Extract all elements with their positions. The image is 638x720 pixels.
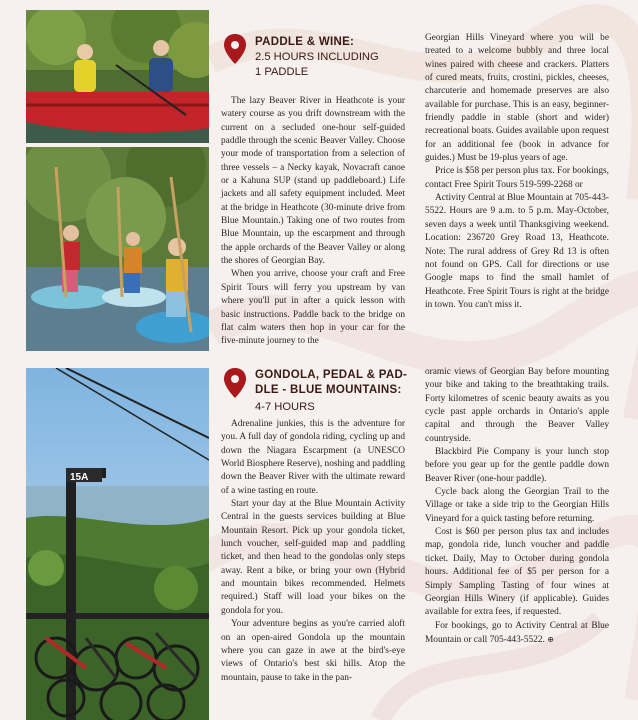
section1-paragraph: Georgian Hills Vineyard where you will be treated to a welcome bubbly and three local wines paired with cheese and crackers. Platters of cured meats, fruits, crostini, pickles, cheeses, charcuterie and homemade preserves are also available for purchase. This is an easy, beginner-friendly paddle in stable (short and wider) recreational boats. Guides available upon request for an additional fee (book in advance for guides.) Must be 19-plus years of age. [425, 33, 609, 164]
section2-paragraph: Your adventure begins as you're carried aloft on an open-aired Gondola up the mountain where you can gaze in awe at the bird's-eye views of Ontario's best ski hills. Atop the mountain, pause to take in the pan- [221, 619, 405, 683]
section1-heading [255, 35, 415, 80]
section1-title: PADDLE & WINE: [255, 36, 355, 48]
section2-paragraph: Adrenaline junkies, this is the adventure for you. A full day of gondola riding, cycling up and down the Niagara Escarpment (a UNESCO World Biosphere Reserve), noshing and paddling down the Beaver River with the ultimate reward of a wine tasting en route. [221, 419, 406, 496]
section2-title-line2: DLE - BLUE MOUNTAINS: [255, 384, 402, 396]
location-pin-icon [224, 368, 246, 398]
section2-heading [255, 368, 420, 415]
section2-paragraph: Start your day at the Blue Mountain Activity Central in the guests services building at Blue Mountain Resort. Pick up your gondola ticket, lunch voucher, self-guided map and paddling ticket, and then head to the gondolas only steps away. Rent a bike, or bring your own (Hybrid and mountain bikes recommended. Helmets required.) Staff will load your bikes on the gondola for you. [221, 499, 405, 616]
section1-paragraph: The lazy Beaver River in Heathcote is your watery course as you drift downstream with the current on a secluded one-hour self-guided paddle through the scenic Beaver Valley. Choose your mode of transportation from a selection of three vessels – a Necky kayak, Novacraft canoe or a Kahuna SUP (stand up paddleboard.) Life jackets and all safety equipment included. Meet at the bridge in Heathcote (30-minute drive from Blue Mountain.) Taking one of two routes from Blue Mountain, up the escarpment and through the apple orchards of the Beaver Valley or along the shores of Georgian Bay. [221, 96, 405, 267]
end-mark-icon: ⊕ [547, 634, 554, 644]
section2-subtitle: 4-7 HOURS [255, 401, 315, 413]
location-pin-icon [224, 34, 246, 64]
kayak-photo [26, 10, 209, 143]
section2-right-column [425, 366, 609, 647]
section2-paragraph-last [425, 620, 609, 648]
section2-paragraph: Cycle back along the Georgian Trail to the Village or take a side trip to the Georgian Hills Vineyard for a quick tasting before returning. [425, 487, 609, 524]
section1-paragraph: When you arrive, choose your craft and Free Spirit Tours will ferry you upstream by van where you'll put in after a quick lesson with basic instructions. Paddle back to the bridge on flat calm waters then hop in your car for the five-minute journey to the [221, 269, 405, 347]
section1-subtitle-line1: 2.5 HOURS INCLUDING [255, 51, 379, 63]
paddleboard-photo [26, 147, 209, 351]
section2-paragraph: oramic views of Georgian Bay before mounting your bike and taking to the breathtaking trails. Forty kilometres of scenic beauty awaits as you cycle past apple orchards in Ontario's apple capital and through the Beaver Valley countryside. [425, 367, 609, 444]
gondola-sign: 15A [70, 472, 89, 483]
section1-right-column [425, 32, 609, 312]
section1-paragraph: Price is $58 per person plus tax. For bookings, contact Free Spirit Tours 519-599-2268 or [425, 166, 609, 190]
section1-left-column [221, 95, 405, 349]
section2-paragraph: Blackbird Pie Company is your lunch stop before you gear up for the gentle paddle down Beaver River (one-hour paddle). [425, 447, 609, 484]
gondola-photo [26, 368, 209, 720]
section2-title-line1: GONDOLA, PEDAL & PAD- [255, 369, 408, 381]
section2-left-column [221, 418, 405, 685]
section2-paragraph: Cost is $60 per person plus tax and includes map, gondola ride, lunch voucher and paddle ticket. Daily, May to October during gondola hours. Additional fee of $5 per person for a Simply Sampling Tasting of four wines at Georgian Hills Winery (if applicable). Guides available for extra fees, if requested. [425, 527, 609, 618]
section2-closing-text: For bookings, go to Activity Central at Blue Mountain or call 705-443-5522. [425, 620, 609, 645]
section1-paragraph: Activity Central at Blue Mountain at 705-443-5522. Hours are 9 a.m. to 5 p.m. May-October, seven days a week until Thanksgiving weekend. Location: 236720 Grey Road 13, Heathcote. Note: The rural address of Grey Rd 13 is often not found on GPS. Call for directions or use Google maps to find the small hamlet of Heathcote. Free Spirit Tours is right at the bridge in town. You can't miss it. [425, 193, 609, 310]
section1-subtitle-line2: 1 PADDLE [255, 66, 309, 78]
